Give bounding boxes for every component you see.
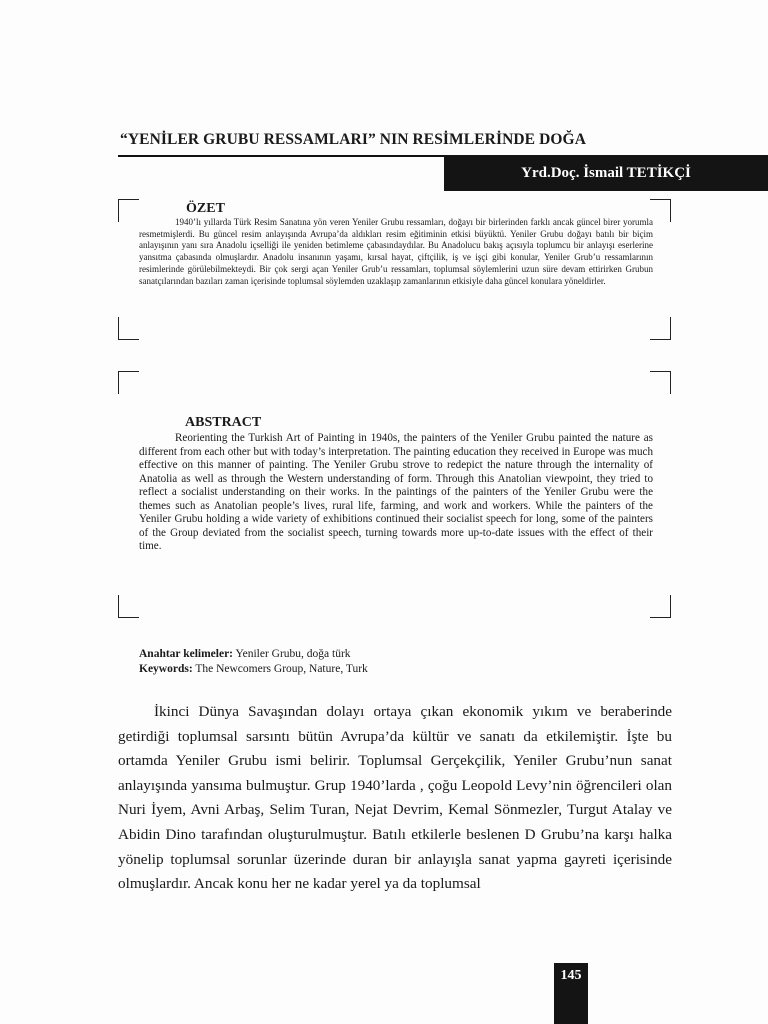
abstract-frame-corner-bl (118, 595, 139, 618)
ozet-text: 1940’lı yıllarda Türk Resim Sanatına yön veren Yeniler Grubu ressamları, doğayı bir birlerinden farklı ancak güncel birer yorumla resmetmişlerdi. Bu güncel resim anlayışında Avrupa’da aldıkları resim eğitiminin etkisi büyüktü. Yeniler Grubu doğayı batılı bir biçim anlayışının yanı sıra Anadolu içselliği ile yeniden betimleme çabasındaydılar. Bu Anadolucu bakış açısıyla toplumcu bir anlayışı eserlerine yansıtma çabasında olmuşlardır. Anadolu insanının yaşamı, kırsal hayat, çiftçilik, iş ve işçi gibi konular, Yeniler Grub’u ressamlarının resimlerinde görülebilmekteydi. Bir çok sergi açan Yeniler Grub’u ressamları, toplumsal söylemlerini uzun süre devam ettirirken Grubun sanatçılarından bazıları zaman içerisinde toplumsal söylemden uzaklaşıp zamanlarının etkisiyle daha güncel konulara yöneldirler. (139, 217, 653, 286)
keywords-tr-label: Anahtar kelimeler: (139, 648, 234, 660)
body-paragraph (118, 700, 672, 897)
body-text: İkinci Dünya Savaşından dolayı ortaya çıkan ekonomik yıkım ve beraberinde getirdiği toplumsal sarsıntı bütün Avrupa’da kültür ve sanatı da etkilemiştir. İşte bu ortamda Yeniler Grubu ismi belirir. Toplumsal Gerçekçilik, Yeniler Grubu’nun sanat anlayışında yansıma bulmuştur. Grup 1940’larda , çoğu Leopold Levy’nin öğrencileri olan Nuri İyem, Avni Arbaş, Selim Turan, Nejat Devrim, Kemal Sönmezler, Turgut Atalay ve Abidin Dino tarafından oluşturulmuştur. Batılı etkilerle beslenen D Grubu’na karşı halka yönelip toplumsal sorunlar üzerinde duran bir anlayışla sanat yapma gayreti içerisinde olmuşlardır. Ancak konu her ne kadar yerel ya da toplumsal (118, 703, 672, 893)
keywords-tr-value: Yeniler Grubu, doğa türk (233, 648, 351, 660)
keywords-en (139, 663, 368, 675)
ozet-frame-corner-tr (650, 199, 671, 222)
abstract-paragraph (139, 432, 653, 554)
abstract-frame-corner-tl (118, 371, 139, 394)
ozet-frame-corner-bl (118, 317, 139, 340)
abstract-heading: ABSTRACT (185, 415, 262, 430)
ozet-frame-corner-tl (118, 199, 139, 222)
abstract-frame-corner-br (650, 595, 671, 618)
author-bar (444, 155, 768, 191)
keywords-tr (139, 648, 351, 660)
keywords-en-label: Keywords: (139, 663, 193, 675)
ozet-frame-corner-br (650, 317, 671, 340)
abstract-frame-corner-tr (650, 371, 671, 394)
keywords-en-value: The Newcomers Group, Nature, Turk (192, 663, 368, 675)
author-name: Yrd.Doç. İsmail TETİKÇİ (521, 165, 691, 181)
abstract-text: Reorienting the Turkish Art of Painting in 1940s, the painters of the Yeniler Grubu painted the nature as different from each other but with today’s interpretation. The painting education they received in Europe was much effective on this manner of painting. The Yeniler Grubu strove to redepict the nature through the internality of Anatolia as well as through the Western understanding of form. Through this Anatolian viewpoint, they tried to reflect a socialist understanding on their works. In the paintings of the painters of the Yeniler Grubu were the themes such as Anatolian people’s lives, rural life, farming, and work and workers. While the painters of the Yeniler Grubu holding a wide variety of exhibitions continued their socialist speech for long, some of the painters of the Group deviated from the socialist speech, turning towards more up-to-date issues with the effect of their time. (139, 432, 653, 553)
ozet-heading: ÖZET (186, 201, 225, 216)
article-title: “YENİLER GRUBU RESSAMLARI” NIN RESİMLERİNDE DOĞA (120, 131, 586, 148)
ozet-paragraph (139, 217, 653, 287)
page-number: 145 (554, 963, 588, 1024)
